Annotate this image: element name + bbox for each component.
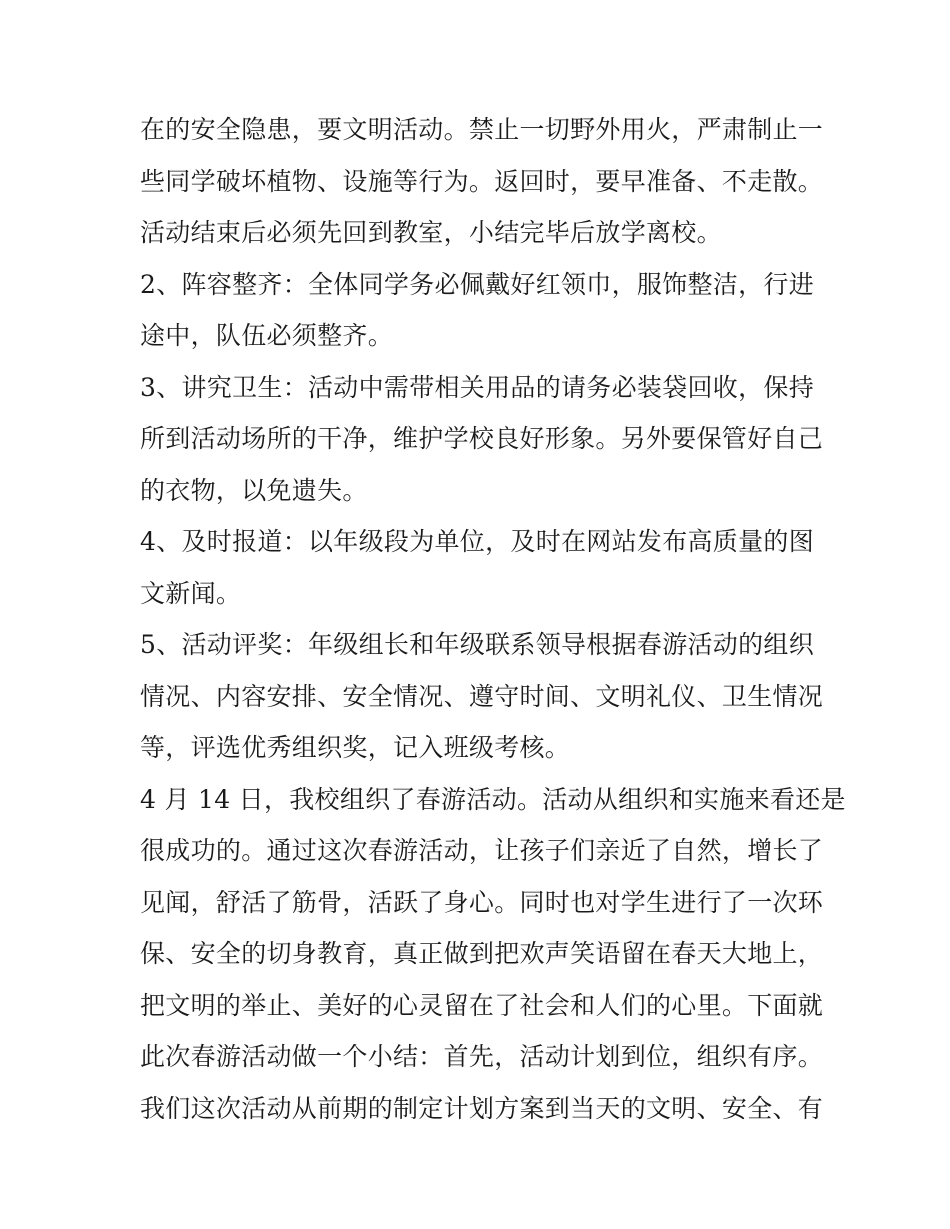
text-line: 2、阵容整齐：全体同学务必佩戴好红领巾，服饰整洁，行进 (140, 269, 815, 299)
text-line: 文新闻。 (140, 578, 242, 608)
text-line: 4 月 14 日，我校组织了春游活动。活动从组织和实施来看还是 (140, 784, 846, 814)
text-line: 的衣物，以免遗失。 (140, 475, 368, 505)
text-line: 情况、内容安排、安全情况、遵守时间、文明礼仪、卫生情况 (140, 681, 824, 711)
text-line: 4、及时报道：以年级段为单位，及时在网站发布高质量的图 (140, 527, 815, 556)
text-line: 把文明的举止、美好的心灵留在了社会和人们的心里。下面就 (140, 990, 824, 1020)
document-body (140, 104, 846, 1134)
text-line: 保、安全的切身教育，真正做到把欢声笑语留在春天大地上， (140, 939, 824, 968)
text-line: 见闻，舒活了筋骨，活跃了身心。同时也对学生进行了一次环 (140, 887, 824, 917)
text-line: 活动结束后必须先回到教室，小结完毕后放学离校。 (140, 218, 722, 247)
text-line: 我们这次活动从前期的制定计划方案到当天的文明、安全、有 (140, 1093, 824, 1123)
text-line: 等，评选优秀组织奖，记入班级考核。 (140, 733, 571, 762)
text-line: 所到活动场所的干净，维护学校良好形象。另外要保管好自己 (140, 424, 824, 453)
text-line: 些同学破坏植物、设施等行为。返回时，要早准备、不走散。 (140, 166, 824, 196)
text-line: 途中，队伍必须整齐。 (140, 321, 394, 350)
text-line: 3、讲究卫生：活动中需带相关用品的请务必装袋回收，保持 (140, 372, 815, 402)
text-line: 很成功的。通过这次春游活动，让孩子们亲近了自然，增长了 (140, 836, 824, 865)
text-line: 在的安全隐患，要文明活动。禁止一切野外用火，严肃制止一 (140, 115, 824, 144)
text-line: 5、活动评奖：年级组长和年级联系领导根据春游活动的组织 (140, 630, 815, 659)
text-line: 此次春游活动做一个小结：首先，活动计划到位，组织有序。 (140, 1042, 824, 1071)
